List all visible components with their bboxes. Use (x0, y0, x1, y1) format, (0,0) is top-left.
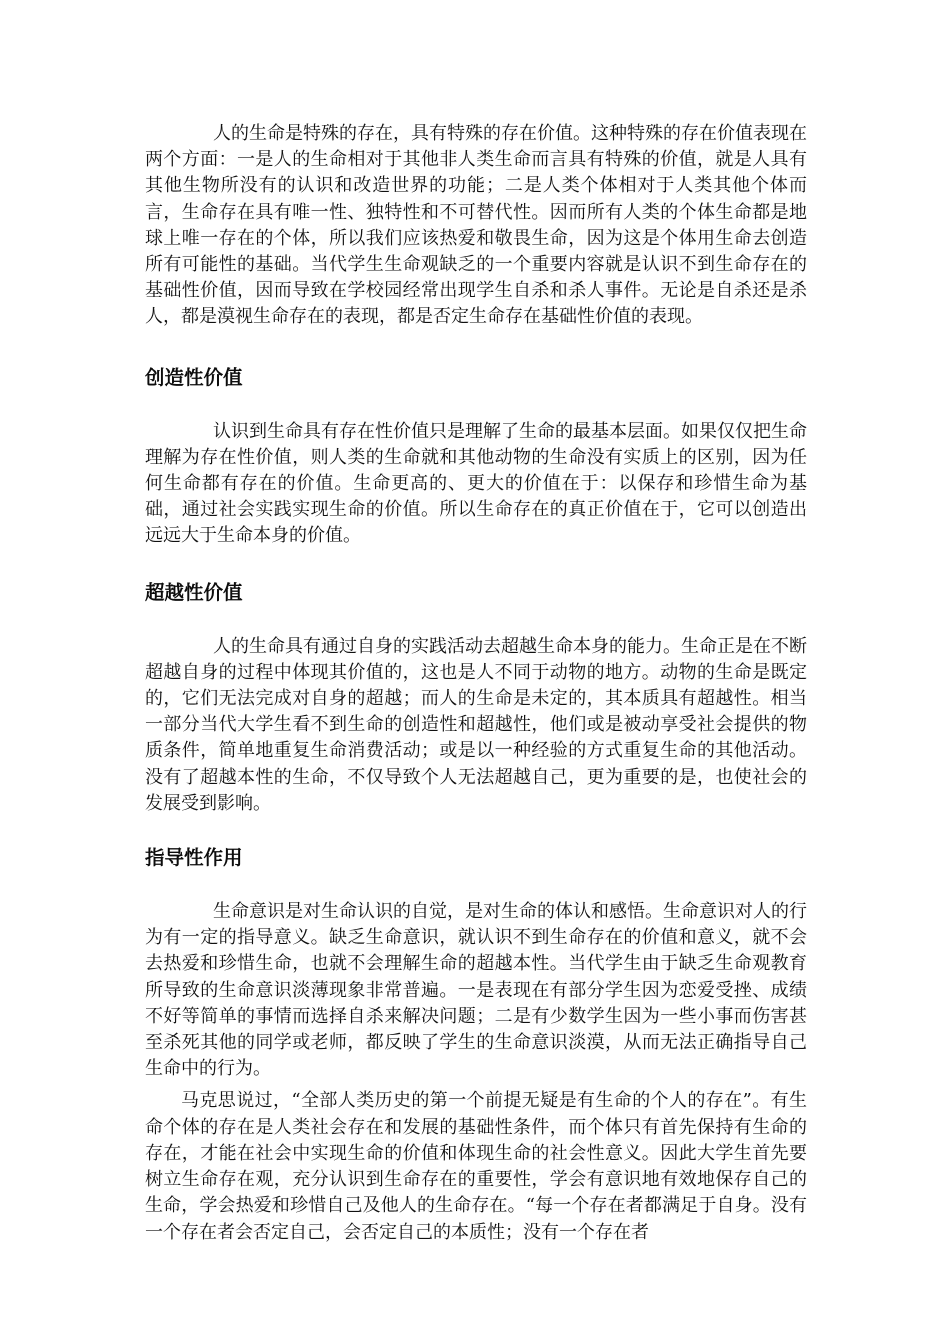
intro-paragraph: 人的生命是特殊的存在，具有特殊的存在价值。这种特殊的存在价值表现在两个方面：一是人的生命相对于其他非人类生命而言具有特殊的价值，就是人具有其他生物所没有的认识和改造世界的功能；二是人类个体相对于人类其他个体而言，生命存在具有唯一性、独特性和不可替代性。因而所有人类的个体生命都是地球上唯一存在的个体，所以我们应该热爱和敬畏生命，因为这是个体用生命去创造所有可能性的基础。当代学生生命观缺乏的一个重要内容就是认识不到生命存在的基础性价值，因而导致在学校园经常出现学生自杀和杀人事件。无论是自杀还是杀人，都是漠视生命存在的表现，都是否定生命存在基础性价值的表现。 (145, 123, 807, 328)
document-page (145, 121, 807, 1246)
guiding-role-paragraph: 生命意识是对生命认识的自觉，是对生命的体认和感悟。生命意识对人的行为有一定的指导意义。缺乏生命意识，就认识不到生命存在的价值和意义，就不会去热爱和珍惜生命，也就不会理解生命的超越本性。当代学生由于缺乏生命观教育所导致的生命意识淡薄现象非常普遍。一是表现在有部分学生因为恋爱受挫、成绩不好等简单的事情而选择自杀来解决问题；二是有少数学生因为一些小事而伤害甚至杀死其他的同学或老师，都反映了学生的生命意识淡漠，从而无法正确指导自己生命中的行为。 (145, 901, 807, 1080)
creative-value-paragraph: 认识到生命具有存在性价值只是理解了生命的最基本层面。如果仅仅把生命理解为存在性价值，则人类的生命就和其他动物的生命没有实质上的区别，因为任何生命都有存在的价值。生命更高的、更大的价值在于：以保存和珍惜生命为基础，通过社会实践实现生命的价值。所以生命存在的真正价值在于，它可以创造出远远大于生命本身的价值。 (145, 420, 807, 547)
heading-guiding-role: 指导性作用 (145, 846, 243, 870)
heading-transcendent-value: 超越性价值 (145, 580, 243, 604)
marx-quote-paragraph: 马克思说过，“全部人类历史的第一个前提无疑是有生命的个人的存在”。有生命个体的存在是人类社会存在和发展的基础性条件，而个体只有首先保持有生命的存在，才能在社会中实现生命的价值和体现生命的社会性意义。因此大学生首先要树立生命存在观，充分认识到生命存在的重要性，学会有意识地有效地保存自己的生命，学会热爱和珍惜自己及他人的生命存在。“每一个存在者都满足于自身。没有一个存在者会否定自己，会否定自己的本质性；没有一个存在者 (145, 1090, 807, 1243)
heading-creative-value: 创造性价值 (145, 365, 243, 389)
transcendent-value-paragraph: 人的生命具有通过自身的实践活动去超越生命本身的能力。生命正是在不断超越自身的过程中体现其价值的，这也是人不同于动物的地方。动物的生命是既定的，它们无法完成对自身的超越；而人的生命是未定的，其本质具有超越性。相当一部分当代大学生看不到生命的创造性和超越性，他们或是被动享受社会提供的物质条件，简单地重复生命消费活动；或是以一种经验的方式重复生命的其他活动。没有了超越本性的生命，不仅导致个人无法超越自己，更为重要的是，也使社会的发展受到影响。 (145, 635, 807, 814)
